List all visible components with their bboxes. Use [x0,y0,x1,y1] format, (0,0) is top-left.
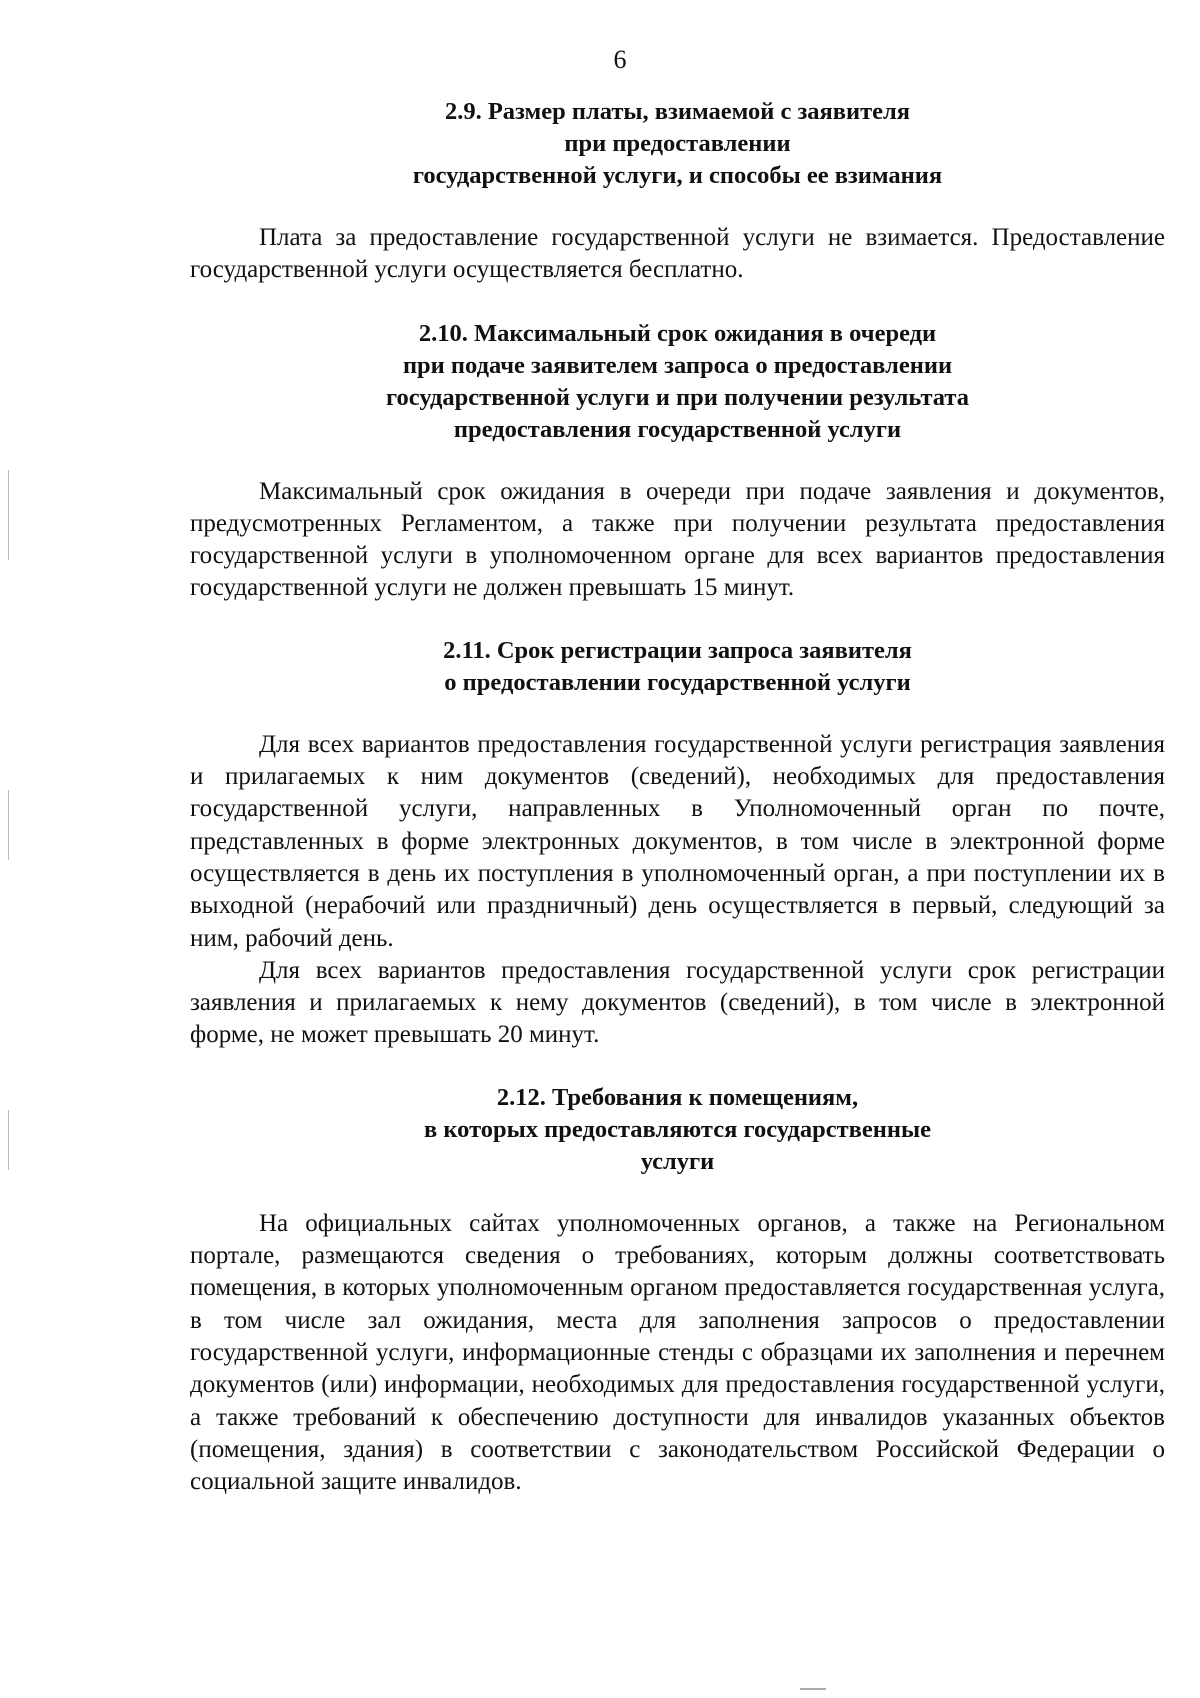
section-heading-2-9 [190,96,1165,192]
section-heading-2-10 [190,318,1165,446]
document-body [190,96,1165,1498]
heading-line: о предоставлении государственной услуги [444,668,911,696]
heading-line: 2.10. Максимальный срок ожидания в очереди [418,319,937,347]
heading-line: при подаче заявителем запроса о предоставлении [402,351,953,379]
heading-line: услуги [640,1147,715,1175]
scan-artifact [8,470,9,560]
heading-line: при предоставлении [564,130,791,157]
scan-artifact [800,1688,826,1690]
heading-line: 2.9. Размер платы, взимаемой с заявителя [444,98,911,125]
section-paragraph: Максимальный срок ожидания в очереди при подаче заявления и документов, предусмотренных Регламентом, а также при получении результата предоставления государственной услуги в уполномоченном органе для всех вариантов предоставления государственной услуги не должен превышать 15 минут. [190,477,1165,602]
section-heading-2-11 [190,635,1165,699]
heading-line: 2.12. Требования к помещениям, [496,1083,859,1111]
heading-line: 2.11. Срок регистрации запроса заявителя [443,636,912,664]
heading-line: в которых предоставляются государственные [424,1115,931,1143]
scan-artifact [8,1110,9,1170]
heading-line: государственной услуги и при получении результата [386,383,969,411]
section-paragraph: На официальных сайтах уполномоченных органов, а также на Региональном портале, размещаются сведения о требованиях, которым должны соответствовать помещения, в которых уполномоченным органом предоставляется государственная услуга, в том числе зал ожидания, места для заполнения запросов о предоставлении государственной услуги, информационные стенды с образцами их заполнения и перечнем документов (или) информации, необходимых для предоставления государственной услуги, а также требований к обеспечению доступности для инвалидов указанных объектов (помещения, здания) в соответствии с законодательством Российской Федерации о социальной защите инвалидов. [190,1209,1165,1496]
heading-line: предоставления государственной услуги [453,415,902,443]
section-paragraph: Плата за предоставление государственной услуги не взимается. Предоставление государственной услуги осуществляется бесплатно. [190,224,1165,284]
section-paragraph: Для всех вариантов предоставления государственной услуги срок регистрации заявления и прилагаемых к нему документов (сведений), в том числе в электронной форме, не может превышать 20 минут. [190,956,1165,1049]
section-paragraph: Для всех вариантов предоставления государственной услуги регистрация заявления и прилагаемых к ним документов (сведений), необходимых для предоставления государственной услуги, направленных в Уполномоченный орган по почте, представленных в форме электронных документов, в том числе в электронной форме осуществляется в день их поступления в уполномоченный орган, а при поступлении их в выходной (нерабочий или праздничный) день осуществляется в первый, следующий за ним, рабочий день. [190,730,1165,952]
page-number: 6 [613,45,627,74]
section-heading-2-12 [190,1082,1165,1178]
heading-line: государственной услуги, и способы ее взимания [412,162,943,189]
scan-artifact [8,790,9,860]
